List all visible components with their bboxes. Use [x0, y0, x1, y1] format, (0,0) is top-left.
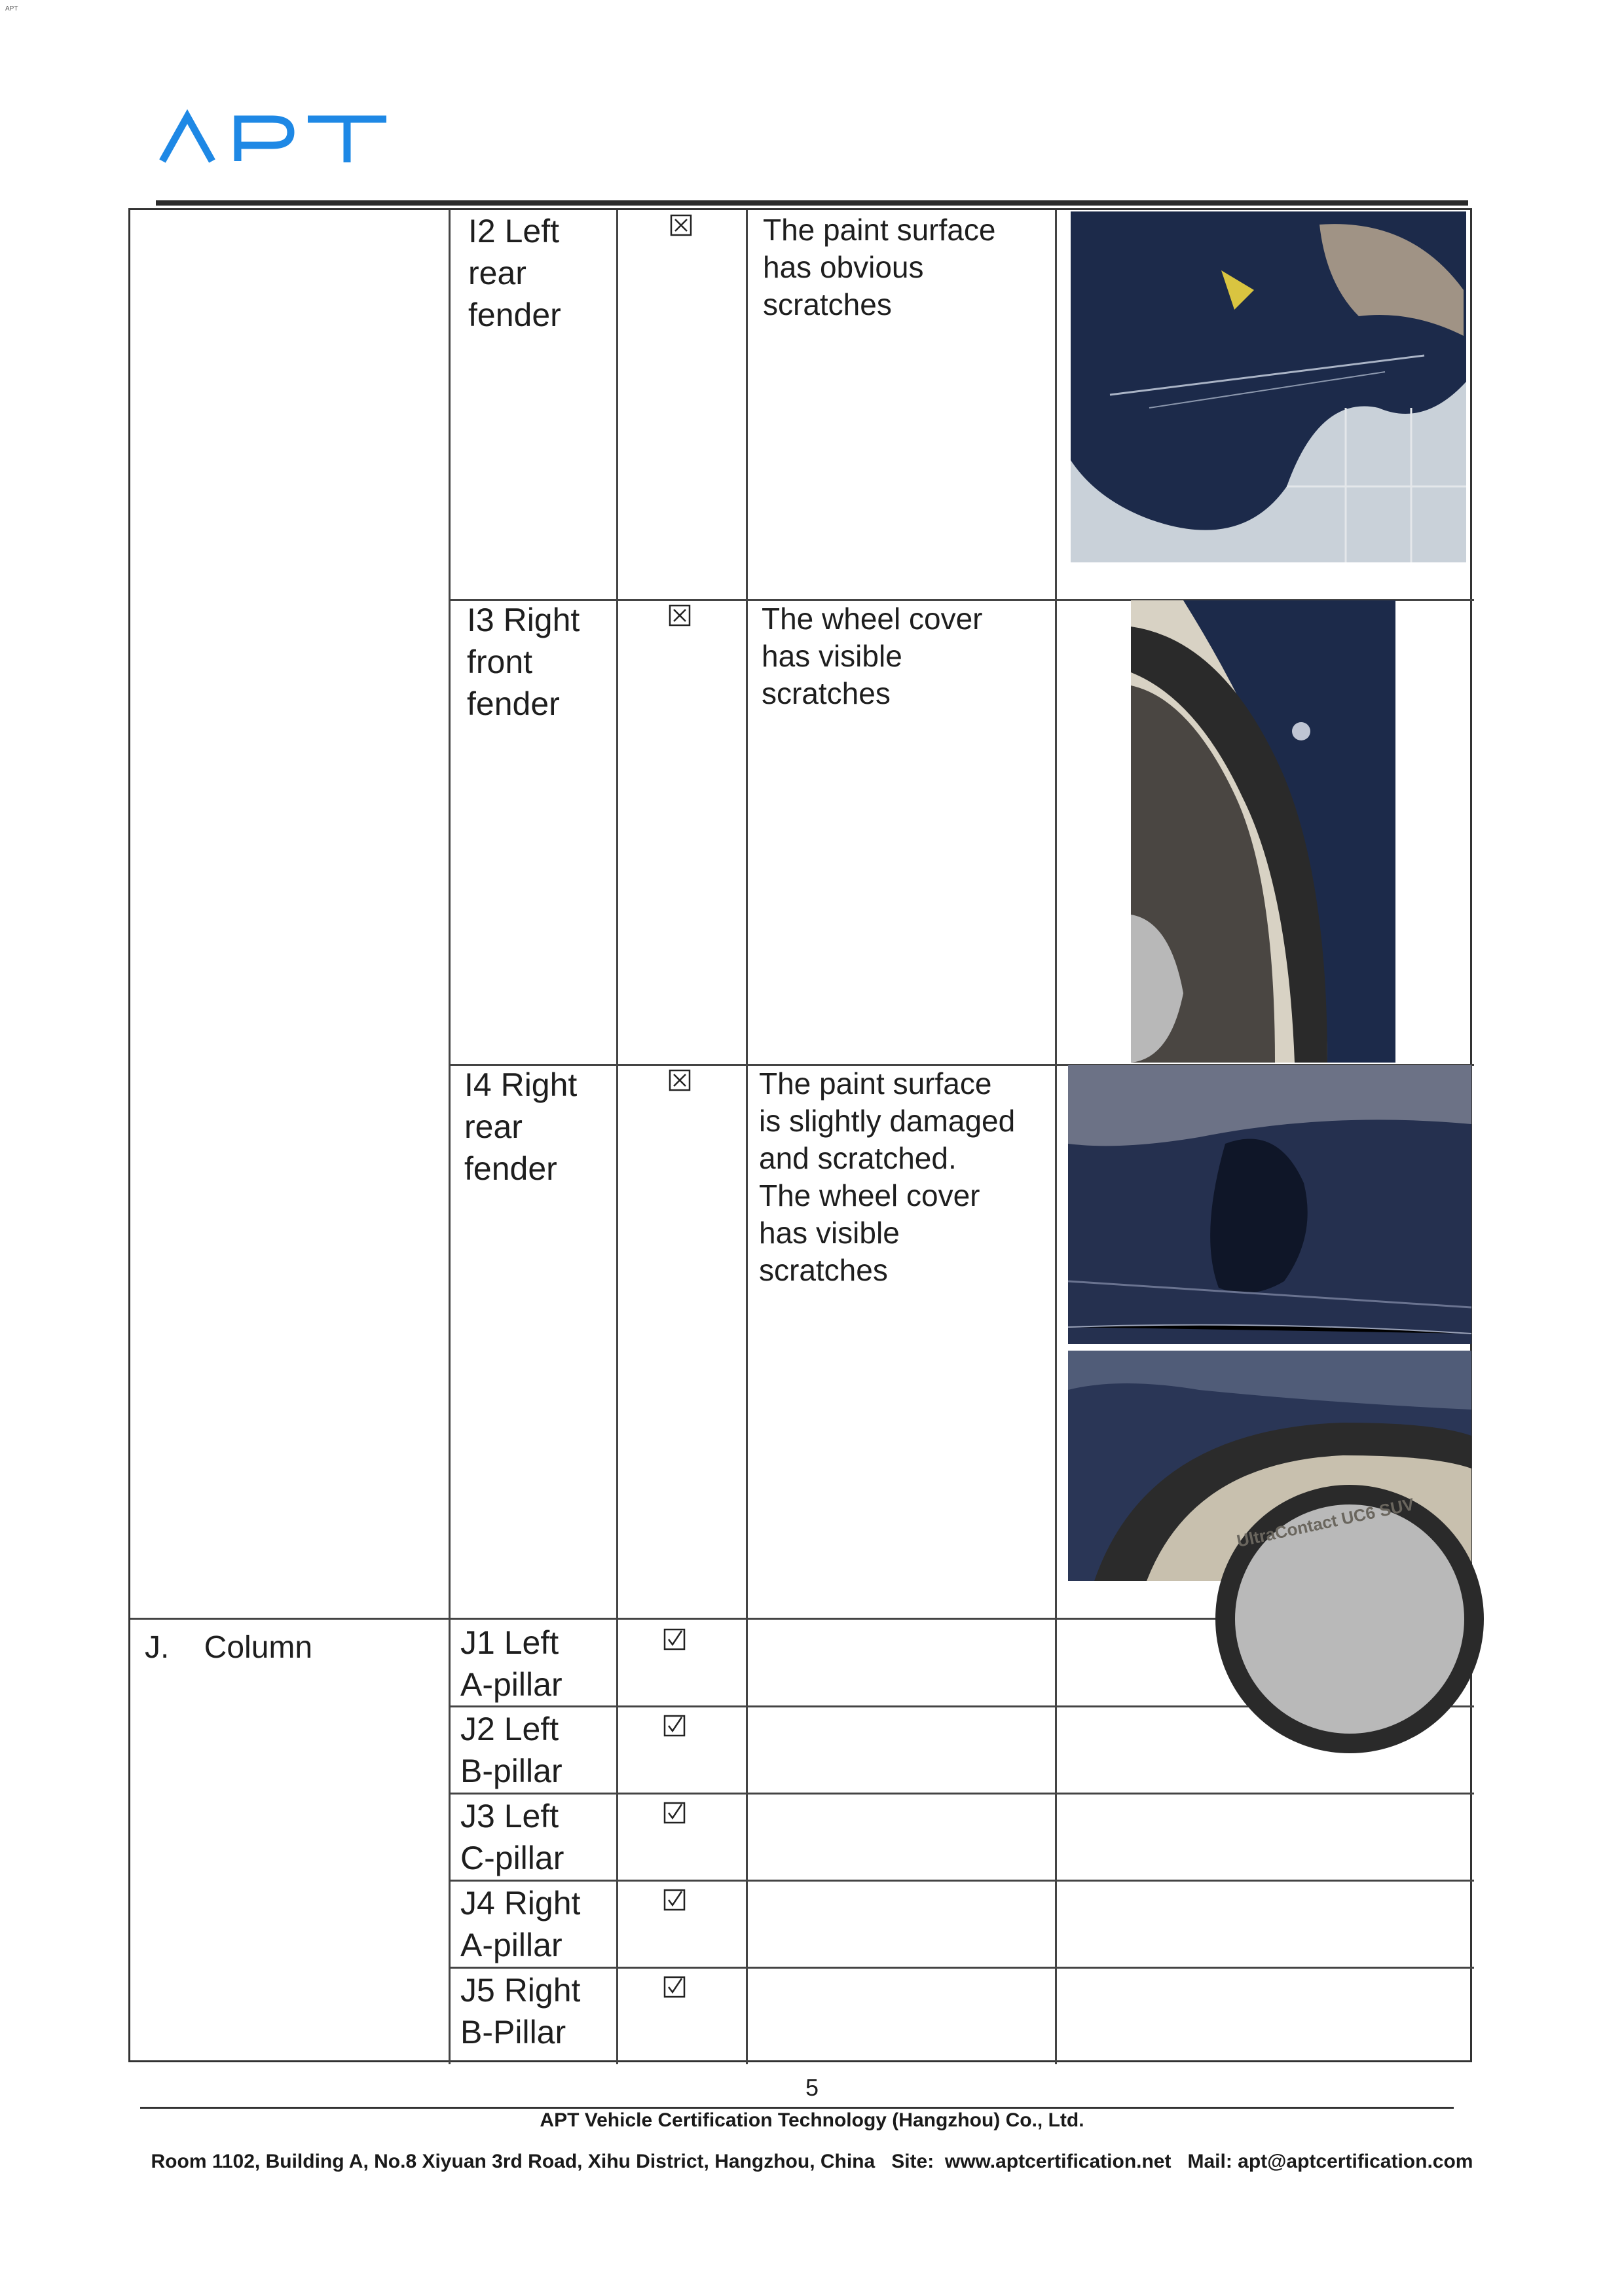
defect-description: The paint surface is slightly damaged and scratched. The wheel cover has visible scratches	[759, 1066, 1016, 1287]
defect-photo	[1131, 600, 1395, 1063]
pass-checkbox[interactable]	[663, 1628, 686, 1650]
wheel-arch-photo	[1131, 600, 1395, 1063]
pass-checkbox[interactable]	[663, 1889, 686, 1911]
defect-photo	[1068, 1351, 1471, 1581]
category-label: J. Column	[145, 1630, 313, 1665]
item-name: J4 Right A-pillar	[460, 1885, 581, 1963]
item-name: J2 Left B-pillar	[460, 1711, 563, 1789]
row-line-j2-j3	[449, 1793, 1474, 1795]
tire-text: UltraContact UC6 SUV	[1235, 1494, 1416, 1551]
pass-checkbox[interactable]	[663, 1976, 686, 1998]
row-line-j4-j5	[449, 1967, 1474, 1969]
pass-checkbox[interactable]	[663, 1715, 686, 1737]
apt-logo	[156, 39, 392, 165]
fail-checkbox[interactable]	[670, 214, 692, 236]
inspection-table	[128, 208, 1472, 2062]
rear-fender-photo	[1068, 1065, 1471, 1344]
fail-checkbox[interactable]	[669, 604, 691, 627]
defect-description: The paint surface has obvious scratches	[763, 213, 996, 321]
footer-address: Room 1102, Building A, No.8 Xiyuan 3rd Road, Xihu District, Hangzhou, China Site: www.aptcertification.net Mail: apt@aptcertification.com	[151, 2151, 1473, 2172]
fail-checkbox[interactable]	[669, 1069, 691, 1091]
defect-photo	[1071, 211, 1466, 562]
fender-scratch-photo	[1071, 211, 1466, 562]
item-name: J3 Left C-pillar	[460, 1798, 564, 1876]
col-line-1	[449, 210, 451, 2064]
row-line-j3-j4	[449, 1880, 1474, 1882]
page-number: 5	[805, 2074, 819, 2101]
logo-text: APT	[158, 39, 172, 46]
item-name: J5 Right B-Pillar	[460, 1972, 581, 2050]
item-name: I4 Right rear fender	[464, 1066, 578, 1187]
footer-company: APT Vehicle Certification Technology (Hangzhou) Co., Ltd.	[540, 2109, 1084, 2131]
corner-tag: APT	[5, 5, 18, 12]
header-rule	[156, 200, 1468, 206]
item-name: I2 Left rear fender	[468, 213, 561, 333]
rear-wheel-photo	[1068, 1351, 1471, 1581]
footer-rule	[140, 2107, 1454, 2109]
pass-checkbox[interactable]	[663, 1802, 686, 1824]
defect-photo	[1068, 1065, 1471, 1344]
col-line-4	[1055, 210, 1057, 2064]
col-line-3	[746, 210, 748, 2064]
item-name: J1 Left A-pillar	[460, 1624, 563, 1703]
defect-description: The wheel cover has visible scratches	[762, 602, 983, 710]
col-line-2	[616, 210, 618, 2064]
item-name: I3 Right front fender	[467, 602, 580, 722]
